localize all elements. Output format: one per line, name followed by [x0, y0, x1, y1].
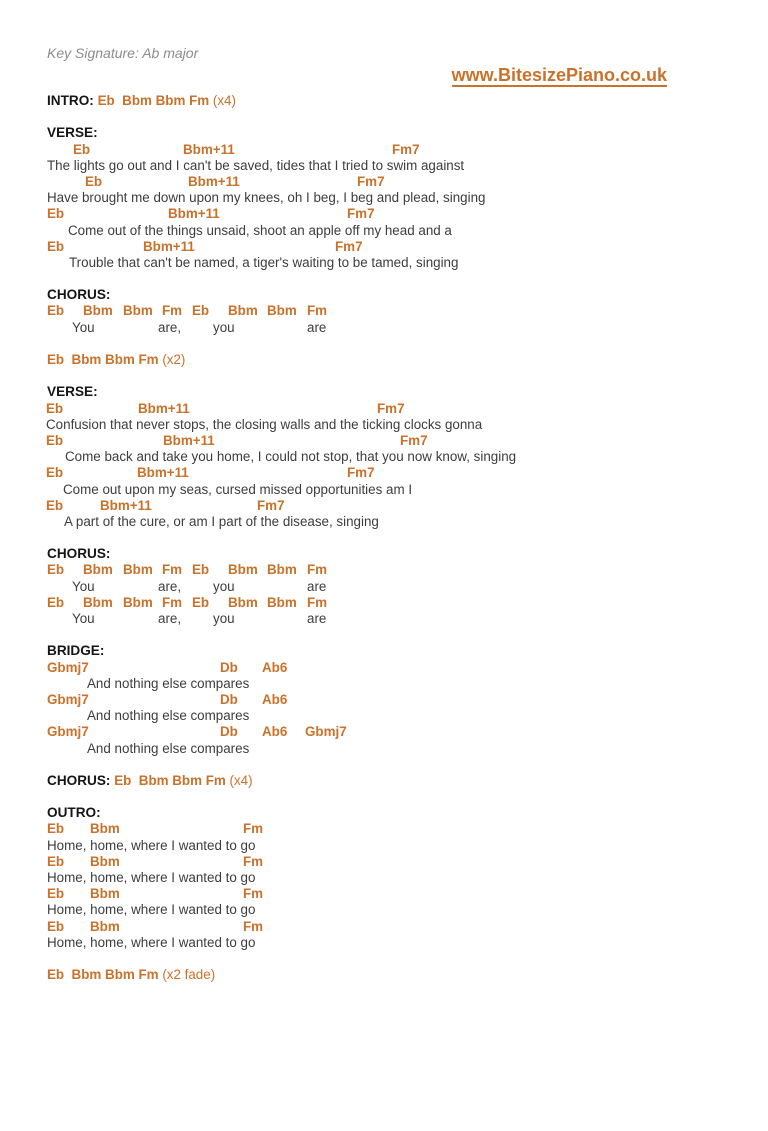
lyric-text: are,: [158, 319, 182, 335]
lyric-line: [0, 676, 768, 692]
lyric-text: you: [213, 578, 235, 594]
chord: Bbm: [228, 303, 258, 319]
chord: Eb: [47, 303, 65, 319]
chord: Eb: [47, 918, 65, 934]
section-label: CHORUS:: [47, 546, 111, 562]
section-gap: [0, 789, 768, 805]
section-gap: [0, 336, 768, 352]
chord: Fm7: [347, 465, 375, 481]
chord: Fm: [243, 918, 264, 934]
chord: Bbm: [90, 886, 120, 902]
chord: Eb: [192, 562, 210, 578]
chord: Bbm+11: [188, 173, 240, 189]
chord: Bbm: [123, 594, 153, 610]
chord-line: [0, 692, 768, 708]
chords: Eb Bbm Bbm Fm: [97, 93, 210, 108]
website-row: [0, 65, 768, 89]
lyric-text: are: [307, 578, 327, 594]
section-gap: [0, 627, 768, 643]
chord: Bbm: [83, 594, 113, 610]
chord: Bbm: [90, 918, 120, 934]
lyric-text: And nothing else compares: [87, 708, 250, 724]
chord-line: [0, 595, 768, 611]
lyric-line: [0, 579, 768, 595]
section-gap: [0, 109, 768, 125]
chord: Bbm: [90, 853, 120, 869]
chord: Bbm: [123, 562, 153, 578]
chord: Bbm+11: [168, 206, 220, 222]
lyric-text: you: [213, 319, 235, 335]
chord: Fm7: [377, 400, 405, 416]
chord: Bbm+11: [138, 400, 190, 416]
chord: Eb: [85, 173, 103, 189]
chord-line: [0, 919, 768, 935]
chords: Eb Bbm Bbm Fm: [114, 772, 226, 788]
chord: Bbm: [267, 303, 297, 319]
chord: Bbm: [228, 594, 258, 610]
repeat-note: (x2 fade): [158, 967, 216, 983]
chord: Bbm: [267, 594, 297, 610]
chord: Fm7: [357, 173, 385, 189]
lyric-line: [0, 255, 768, 271]
chord: Fm: [162, 562, 183, 578]
chord-line: [0, 854, 768, 870]
chord: Db: [220, 659, 238, 675]
chord-line: [0, 465, 768, 481]
section-label: VERSE:: [47, 384, 98, 400]
chord: Eb: [47, 562, 65, 578]
chord: Db: [220, 724, 238, 740]
chord: Bbm: [123, 303, 153, 319]
section-label: VERSE:: [47, 125, 98, 141]
chord: Bbm+11: [100, 497, 152, 513]
chord-line: [0, 401, 768, 417]
lyric-line: [0, 482, 768, 498]
chords: Eb Bbm Bbm Fm: [47, 352, 159, 367]
chord-line: [0, 724, 768, 740]
chord: Fm7: [335, 238, 363, 254]
lyric-text: You: [72, 319, 95, 335]
repeat-note: (x2): [158, 352, 186, 367]
lyric-line: [0, 838, 768, 854]
chord: Bbm+11: [183, 141, 235, 157]
lyric-text: Come back and take you home, I could not stop, that you now know, singing: [65, 449, 517, 465]
chord: Eb: [46, 400, 64, 416]
section-label: CHORUS:: [47, 287, 111, 303]
chord: Fm: [162, 303, 183, 319]
section-gap: [0, 368, 768, 384]
song-body: [0, 93, 768, 983]
chord: Fm: [162, 594, 183, 610]
chord: Fm: [243, 886, 264, 902]
lyric-line: [0, 223, 768, 239]
section-gap: [0, 530, 768, 546]
chord: Bbm+11: [137, 465, 189, 481]
lyric-text: You: [72, 611, 95, 626]
lyric-line: [0, 902, 768, 918]
section-label: OUTRO:: [47, 805, 101, 821]
lyric-text: Confusion that never stops, the closing walls and the ticking clocks gonna: [46, 416, 483, 432]
chord: Gbmj7: [305, 724, 347, 740]
lyric-text: Home, home, where I wanted to go: [47, 870, 256, 885]
lyric-text: Home, home, where I wanted to go: [47, 837, 256, 853]
chord-progression-line: [0, 967, 768, 983]
chord: Bbm: [267, 562, 297, 578]
chord-line: [0, 303, 768, 319]
chord: Eb: [47, 821, 65, 837]
chord-line: [0, 660, 768, 676]
chords: Eb Bbm Bbm Fm: [47, 967, 159, 983]
chord: Ab6: [262, 691, 288, 707]
lyric-text: And nothing else compares: [87, 675, 250, 691]
lyric-text: are: [307, 611, 327, 626]
chord: Gbmj7: [47, 659, 89, 675]
chord: Eb: [47, 206, 65, 222]
lyric-text: you: [213, 611, 235, 626]
chord: Eb: [46, 497, 64, 513]
lyric-line: [0, 158, 768, 174]
chord-line: [0, 206, 768, 222]
chord: Gbmj7: [47, 691, 89, 707]
chord-progression-line: [0, 352, 768, 368]
section-gap: [0, 951, 768, 967]
chord: Fm: [307, 303, 328, 319]
lyric-text: Come out of the things unsaid, shoot an apple off my head and a: [68, 222, 452, 238]
chord: Eb: [46, 432, 64, 448]
chord: Fm7: [400, 432, 428, 448]
chord-line: [0, 821, 768, 837]
chord-line: [0, 562, 768, 578]
lyric-text: Home, home, where I wanted to go: [47, 902, 256, 918]
chord-line: [0, 174, 768, 190]
lyric-line: [0, 741, 768, 757]
lyric-line: [0, 870, 768, 886]
lyric-text: are: [307, 319, 327, 335]
chord: Eb: [47, 853, 65, 869]
lyric-text: The lights go out and I can't be saved, tides that I tried to swim against: [47, 157, 465, 173]
chord: Bbm: [83, 303, 113, 319]
lyric-text: are,: [158, 611, 182, 626]
chord: Db: [220, 691, 238, 707]
section-label: BRIDGE:: [47, 643, 105, 659]
section-label: INTRO:: [47, 93, 98, 108]
chord: Bbm+11: [143, 238, 195, 254]
chord: Fm7: [347, 206, 375, 222]
lyric-text: Have brought me down upon my knees, oh I beg, I beg and plead, singing: [47, 190, 486, 206]
lyric-text: And nothing else compares: [87, 740, 250, 756]
chord: Eb: [47, 594, 65, 610]
lyric-line: [0, 708, 768, 724]
section-gap: [0, 757, 768, 773]
chord: Eb: [192, 303, 210, 319]
repeat-note: (x4): [225, 772, 253, 788]
section-gap: [0, 271, 768, 287]
chord-progression-line: [0, 773, 768, 789]
lyric-text: You: [72, 578, 95, 594]
chord: Ab6: [262, 659, 288, 675]
lyric-text: Trouble that can't be named, a tiger's waiting to be tamed, singing: [69, 254, 459, 270]
section-label: CHORUS:: [47, 772, 115, 788]
chord-line: [0, 142, 768, 158]
lyric-text: Home, home, where I wanted to go: [47, 934, 256, 950]
chord: Fm: [307, 562, 328, 578]
chord: Eb: [47, 238, 65, 254]
chord-line: [0, 239, 768, 255]
lyric-text: are,: [158, 578, 182, 594]
chord: Bbm+11: [163, 432, 215, 448]
chord: Fm7: [257, 497, 285, 513]
lyric-line: [0, 611, 768, 627]
chord-line: [0, 498, 768, 514]
chord: Eb: [192, 594, 210, 610]
chord: Eb: [46, 465, 64, 481]
lyric-line: [0, 449, 768, 465]
lyric-text: Come out upon my seas, cursed missed opportunities am I: [63, 481, 413, 497]
chord: Bbm: [228, 562, 258, 578]
website-link[interactable]: www.BitesizePiano.co.uk: [451, 65, 667, 85]
chord: Fm7: [392, 141, 420, 157]
chord: Eb: [47, 886, 65, 902]
chord: Bbm: [90, 821, 120, 837]
lyric-text: A part of the cure, or am I part of the disease, singing: [64, 513, 379, 529]
chord: Ab6: [262, 724, 288, 740]
lyric-line: [0, 190, 768, 206]
chord: Fm: [243, 821, 264, 837]
chord-line: [0, 886, 768, 902]
lyric-line: [0, 514, 768, 530]
chord: Fm: [243, 853, 264, 869]
chord: Bbm: [83, 562, 113, 578]
chord-sheet-page: [0, 45, 768, 1131]
chord-progression-line: [0, 93, 768, 109]
chord-line: [0, 433, 768, 449]
lyric-line: [0, 320, 768, 336]
lyric-line: [0, 417, 768, 433]
chord: Eb: [73, 141, 91, 157]
chord: Gbmj7: [47, 724, 89, 740]
key-signature: Key Signature: Ab major: [47, 45, 199, 61]
repeat-note: (x4): [209, 93, 236, 108]
chord: Fm: [307, 594, 328, 610]
lyric-line: [0, 935, 768, 951]
